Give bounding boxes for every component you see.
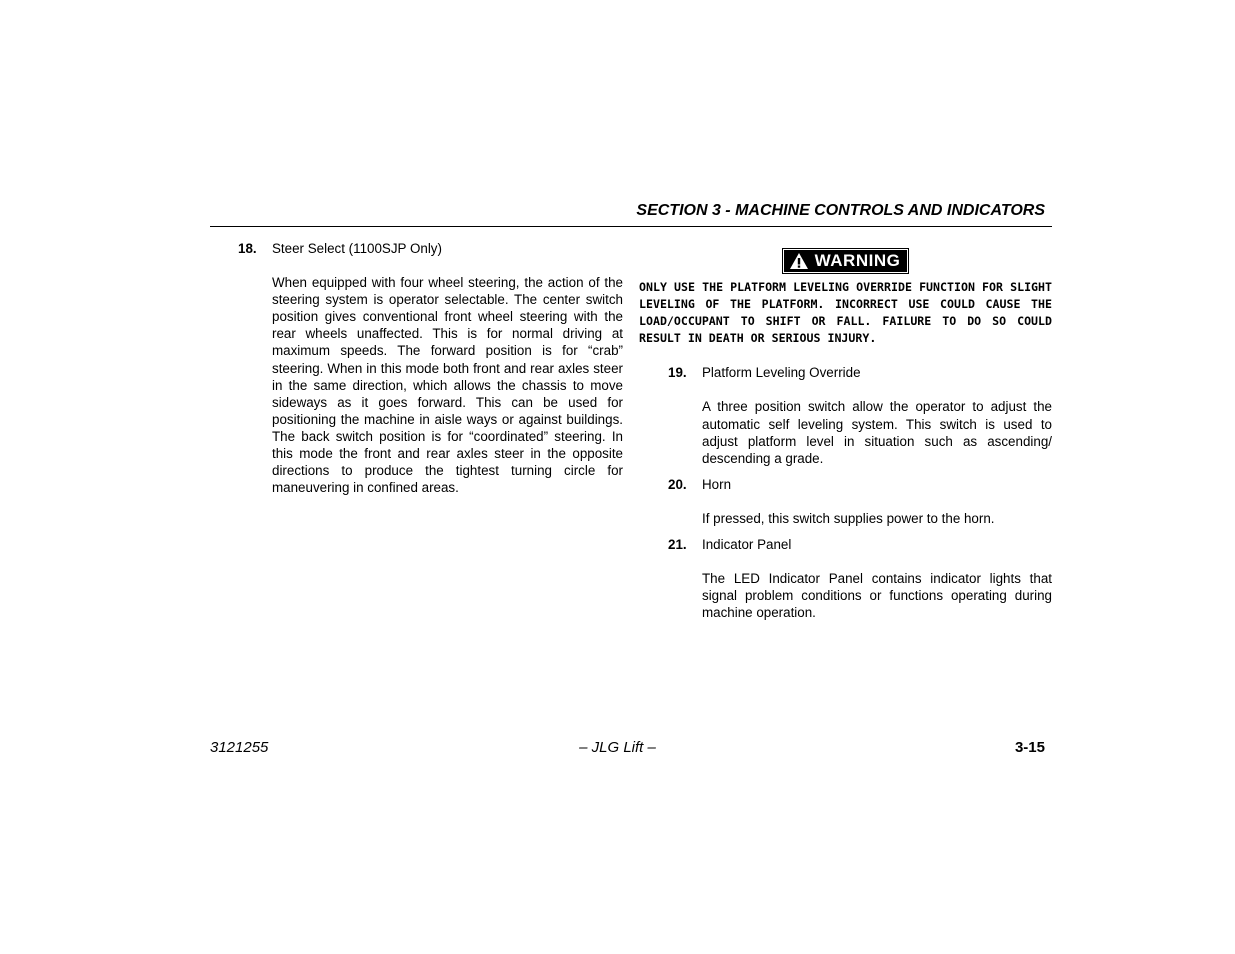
footer-page-number: 3-15	[1014, 739, 1045, 756]
left-column	[238, 240, 623, 505]
item-number: 20.	[668, 476, 687, 492]
warning-label: WARNING	[814, 251, 901, 271]
warning-text: ONLY USE THE PLATFORM LEVELING OVERRIDE FUNCTION FOR SLIGHT LEVELING OF THE PLATFORM. INCORRECT USE COULD CAUSE THE LOAD/OCCUPANT TO SHIFT OR FALL. FAILURE TO DO SO COULD RESULT IN DEATH OR SERIOUS INJURY.	[639, 280, 1052, 346]
item-text: A three position switch allow the operator to adjust the automatic self leveling system. This switch is used to adjust platform level in situation such as ascending/ descending a grade.	[702, 399, 1052, 466]
item-number: 19.	[668, 365, 687, 381]
item-title: Horn	[702, 476, 732, 492]
item-body	[702, 476, 1052, 527]
warning-header	[639, 249, 1052, 273]
warning-triangle-icon	[789, 252, 809, 270]
section-title: SECTION 3 - MACHINE CONTROLS AND INDICATORS	[636, 202, 1045, 219]
item-text: When equipped with four wheel steering, the action of the steering system is operator selectable. The center switch position gives conventional front wheel steering with the rear wheels unaffected. This is for normal driving at maximum speeds. The forward position is for “crab” steering. When in this mode both front and rear axles steer in the same direction, which allows the chassis to move sideways as it goes forward. This can be used for positioning the machine in aisle ways or against buildings. The back switch position is for “coordinated” steering. In this mode the front and rear axles steer in the opposite directions to produce the tightest turning circle for maneuvering in confined areas.	[272, 275, 623, 496]
footer-center-text: – JLG Lift –	[579, 739, 656, 756]
header-divider	[210, 226, 1052, 227]
item-title: Steer Select (1100SJP Only)	[272, 241, 442, 256]
item-body	[272, 240, 623, 496]
warning-badge	[783, 249, 909, 273]
list-item	[668, 364, 1052, 466]
list-item	[668, 536, 1052, 621]
item-title: Indicator Panel	[702, 537, 792, 553]
item-body	[702, 536, 1052, 621]
item-body	[702, 364, 1052, 466]
item-title: Platform Leveling Override	[702, 365, 861, 381]
footer-doc-number: 3121255	[210, 739, 269, 756]
item-number: 21.	[668, 537, 687, 553]
right-column	[639, 240, 1052, 630]
item-text: If pressed, this switch supplies power to the horn.	[702, 510, 995, 526]
item-text: The LED Indicator Panel contains indicator lights that signal problem conditions or functions operating during machine operation.	[702, 571, 1052, 621]
list-item	[238, 240, 623, 496]
list-item	[668, 476, 1052, 527]
right-items	[668, 364, 1052, 621]
item-number: 18.	[238, 241, 257, 256]
